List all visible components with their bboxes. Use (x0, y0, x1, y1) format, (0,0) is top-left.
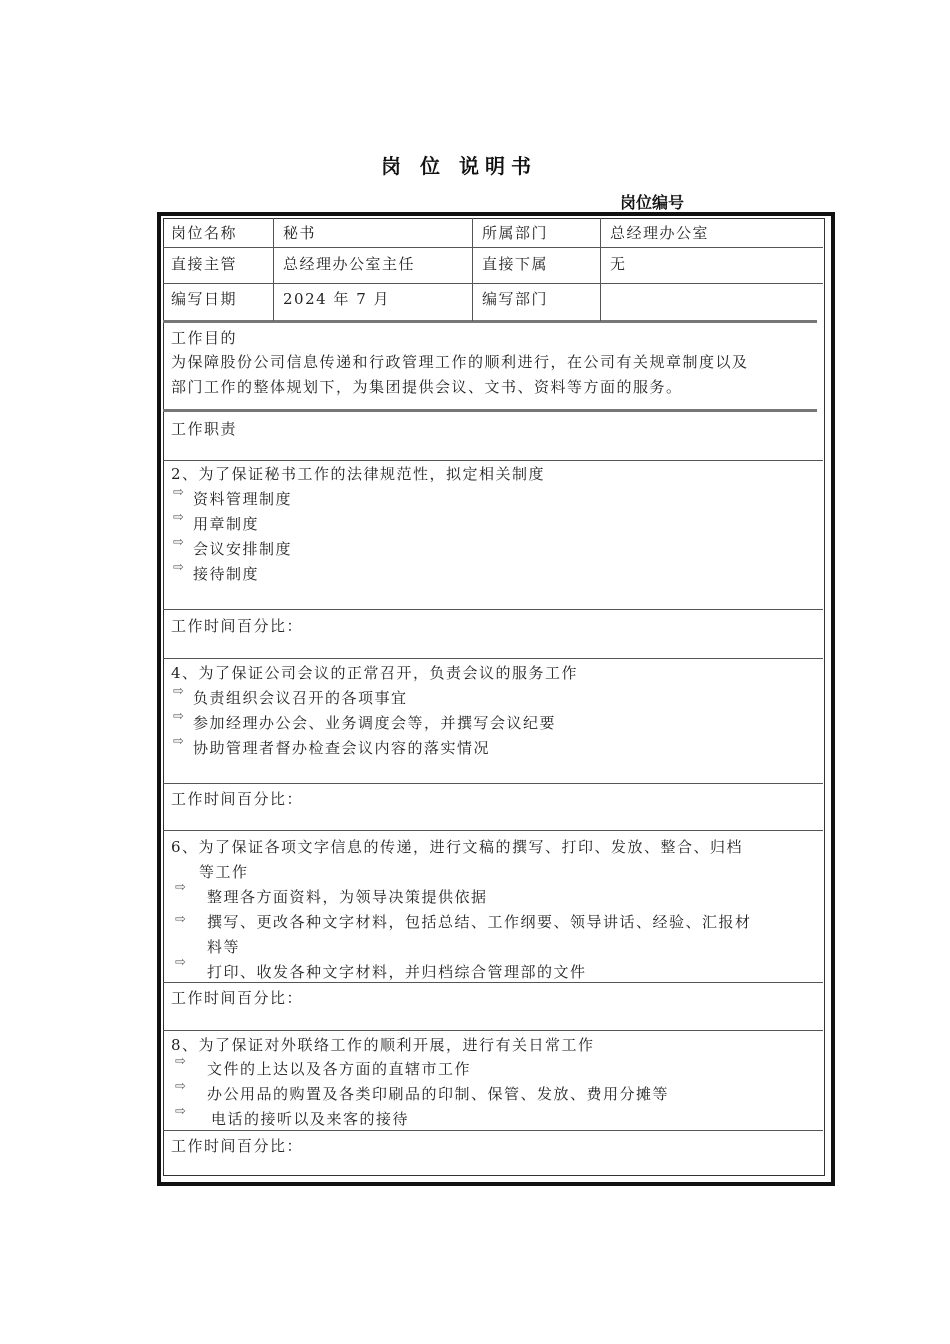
row-divider (163, 783, 823, 784)
header-value-supervisor: 总经理办公室主任 (283, 255, 416, 273)
row-divider (163, 658, 823, 659)
section-heading: 6、为了保证各项文字信息的传递，进行文稿的撰写、打印、发放、整合、归档 (171, 838, 744, 856)
arrow-icon: ⇨ (173, 684, 184, 699)
arrow-icon: ⇨ (173, 510, 184, 525)
list-item: 接待制度 (193, 565, 260, 583)
col-divider (472, 218, 473, 321)
list-item: 文件的上达以及各方面的直辖市工作 (207, 1060, 472, 1078)
arrow-icon: ⇨ (175, 1079, 186, 1094)
arrow-icon: ⇨ (175, 912, 186, 927)
arrow-icon: ⇨ (173, 709, 184, 724)
row-divider (163, 460, 823, 461)
arrow-icon: ⇨ (175, 880, 186, 895)
row-divider (163, 1130, 823, 1131)
list-item-continued: 料等 (207, 938, 241, 956)
section-heading: 8、为了保证对外联络工作的顺利开展，进行有关日常工作 (171, 1036, 595, 1054)
header-label-author-dept: 编写部门 (482, 290, 549, 308)
row-divider (163, 982, 823, 983)
list-item: 整理各方面资料，为领导决策提供依据 (207, 888, 488, 906)
header-label-department: 所属部门 (482, 224, 549, 242)
row-divider (163, 409, 817, 412)
section-heading: 4、为了保证公司会议的正常召开，负责会议的服务工作 (171, 664, 579, 682)
time-percentage-label: 工作时间百分比： (171, 1137, 304, 1155)
list-item: 参加经理办公会、业务调度会等，并撰写会议纪要 (193, 714, 557, 732)
arrow-icon: ⇨ (175, 1104, 186, 1119)
row-divider (163, 1030, 823, 1031)
position-code-label: 岗位编号 (620, 193, 685, 212)
list-item: 负责组织会议召开的各项事宜 (193, 689, 408, 707)
duties-heading: 工作职责 (171, 420, 238, 438)
row-divider (163, 247, 823, 248)
time-percentage-label: 工作时间百分比： (171, 790, 304, 808)
list-item: 打印、收发各种文字材料，并归档综合管理部的文件 (207, 963, 587, 981)
col-divider (273, 218, 274, 321)
time-percentage-label: 工作时间百分比： (171, 617, 304, 635)
purpose-line: 为保障股份公司信息传递和行政管理工作的顺利进行，在公司有关规章制度以及 (171, 353, 749, 371)
list-item: 用章制度 (193, 515, 260, 533)
arrow-icon: ⇨ (173, 560, 184, 575)
list-item: 会议安排制度 (193, 540, 293, 558)
arrow-icon: ⇨ (173, 734, 184, 749)
arrow-icon: ⇨ (173, 535, 184, 550)
arrow-icon: ⇨ (175, 955, 186, 970)
header-value-subordinate: 无 (610, 255, 627, 273)
header-value-date: 2024 年 7 月 (283, 290, 391, 308)
row-divider (163, 830, 823, 831)
header-value-department: 总经理办公室 (610, 224, 710, 242)
header-label-date: 编写日期 (171, 290, 238, 308)
arrow-icon: ⇨ (173, 485, 184, 500)
header-label-subordinate: 直接下属 (482, 255, 549, 273)
header-label-position-name: 岗位名称 (171, 224, 238, 242)
section-heading: 2、为了保证秘书工作的法律规范性，拟定相关制度 (171, 465, 546, 483)
row-divider (163, 609, 823, 610)
list-item: 资料管理制度 (193, 490, 293, 508)
list-item: 电话的接听以及来客的接待 (211, 1110, 410, 1128)
list-item: 办公用品的购置及各类印刷品的印制、保管、发放、费用分摊等 (207, 1085, 670, 1103)
header-value-position-name: 秘书 (283, 224, 317, 242)
purpose-line: 部门工作的整体规划下，为集团提供会议、文书、资料等方面的服务。 (171, 378, 683, 396)
purpose-heading: 工作目的 (171, 329, 238, 347)
row-divider (163, 320, 817, 323)
list-item: 协助管理者督办检查会议内容的落实情况 (193, 739, 491, 757)
row-divider (163, 283, 823, 284)
arrow-icon: ⇨ (175, 1054, 186, 1069)
col-divider (600, 218, 601, 321)
header-label-supervisor: 直接主管 (171, 255, 238, 273)
list-item: 撰写、更改各种文字材料，包括总结、工作纲要、领导讲话、经验、汇报材 (207, 913, 752, 931)
section-heading-continued: 等工作 (199, 863, 249, 881)
time-percentage-label: 工作时间百分比： (171, 989, 304, 1007)
document-title: 岗 位 说明书 (381, 154, 537, 178)
